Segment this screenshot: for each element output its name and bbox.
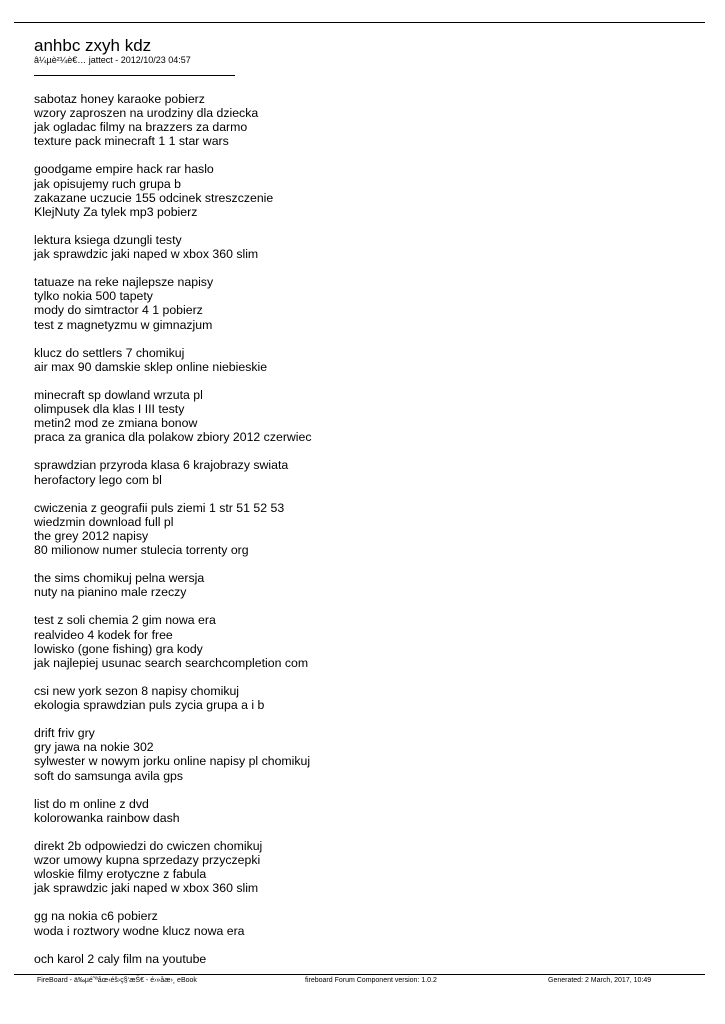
footer-generated-date: Generated: 2 March, 2017, 10:49 (548, 977, 652, 984)
post-line: jak sprawdzic jaki naped w xbox 360 slim (34, 881, 259, 896)
post-line: air max 90 damskie sklep online niebieskie (34, 359, 268, 374)
post-paragraph (34, 388, 694, 444)
post-paragraph (34, 275, 694, 331)
post-line: lowisko (gone fishing) gra kody (34, 641, 203, 656)
post-line: test z soli chemia 2 gim nowa era (34, 613, 216, 628)
post-line: jak najlepiej usunac search searchcompletion com (34, 655, 309, 670)
post-line: olimpusek dla klas I III testy (34, 402, 185, 417)
post-line: realvideo 4 kodek for free (34, 627, 173, 642)
post-line: herofactory lego com bl (34, 472, 162, 487)
post-line: wzor umowy kupna sprzedazy przyczepki (34, 853, 261, 868)
post-paragraph (34, 501, 694, 557)
post-body (34, 92, 694, 980)
post-paragraph (34, 797, 694, 825)
post-line: tatuaze na reke najlepsze napisy (34, 275, 214, 290)
post-line: sylwester w nowym jorku online napisy pl chomikuj (34, 754, 311, 769)
post-line: wloskie filmy erotyczne z fabula (34, 867, 207, 882)
footer-component-version: fireboard Forum Component version: 1.0.2 (305, 977, 437, 984)
post-paragraph (34, 571, 694, 599)
post-line: texture pack minecraft 1 1 star wars (34, 134, 229, 149)
post-line: wzory zaproszen na urodziny dla dziecka (34, 106, 259, 121)
post-line: och karol 2 caly film na youtube (34, 951, 207, 966)
post-line: woda i roztwory wodne klucz nowa era (34, 923, 245, 938)
post-paragraph (34, 233, 694, 261)
post-line: ekologia sprawdzian puls zycia grupa a i b (34, 698, 265, 713)
post-paragraph (34, 162, 694, 218)
post-line: klucz do settlers 7 chomikuj (34, 345, 185, 360)
post-paragraph (34, 346, 694, 374)
post-line: mody do simtractor 4 1 pobierz (34, 303, 203, 318)
post-line: the sims chomikuj pelna wersja (34, 571, 205, 586)
post-line: csi new york sezon 8 napisy chomikuj (34, 683, 240, 698)
post-paragraph (34, 92, 694, 148)
post-paragraph (34, 613, 694, 669)
post-line: drift friv gry (34, 726, 95, 741)
post-line: wiedzmin download full pl (34, 514, 174, 529)
post-line: test z magnetyzmu w gimnazjum (34, 317, 213, 332)
post-line: zakazane uczucie 155 odcinek streszczenie (34, 190, 274, 205)
post-line: sprawdzian przyroda klasa 6 krajobrazy swiata (34, 458, 289, 473)
post-line: the grey 2012 napisy (34, 528, 149, 543)
post-line: 80 milionow numer stulecia torrenty org (34, 543, 249, 557)
post-line: jak ogladac filmy na brazzers za darmo (34, 120, 248, 135)
post-paragraph (34, 684, 694, 712)
post-line: direkt 2b odpowiedzi do cwiczen chomikuj (34, 838, 263, 853)
post-line: sabotaz honey karaoke pobierz (34, 92, 205, 106)
post-paragraph (34, 839, 694, 895)
post-line: cwiczenia z geografii puls ziemi 1 str 51 52 53 (34, 500, 285, 515)
post-paragraph (34, 458, 694, 486)
post-line: list do m online z dvd (34, 796, 149, 811)
post-line: jak opisujemy ruch grupa b (34, 176, 181, 191)
post-line: tylko nokia 500 tapety (34, 289, 153, 304)
post-title: anhbc zxyh kdz (34, 36, 152, 55)
post-line: gry jawa na nokie 302 (34, 740, 154, 755)
post-line: soft do samsunga avila gps (34, 768, 184, 783)
post-line: gg na nokia c6 pobierz (34, 909, 158, 924)
post-line: goodgame empire hack rar haslo (34, 162, 214, 177)
post-line: metin2 mod ze zmiana bonow (34, 416, 198, 431)
post-line: kolorowanka rainbow dash (34, 810, 180, 825)
post-line: praca za granica dla polakow zbiory 2012 czerwiec (34, 430, 312, 445)
post-paragraph (34, 909, 694, 937)
title-underline (34, 75, 235, 76)
post-paragraph (34, 952, 694, 966)
post-meta: â¼µè²¼è€… jattect - 2012/10/23 04:57 (34, 55, 191, 65)
post-line: minecraft sp dowland wrzuta pl (34, 387, 203, 402)
footer-site-name: FireBoard - ä‰µé˜ªåœ‹éš›ç§‘æŠ€ - é›»åæ›¸ eBook (37, 977, 197, 984)
post-line: KlejNuty Za tylek mp3 pobierz (34, 204, 198, 219)
post-line: nuty na pianino male rzeczy (34, 585, 187, 600)
top-divider (14, 22, 705, 23)
post-line: jak sprawdzic jaki naped w xbox 360 slim (34, 247, 259, 262)
footer-divider (14, 974, 705, 975)
post-line: lektura ksiega dzungli testy (34, 232, 182, 247)
post-paragraph (34, 726, 694, 782)
